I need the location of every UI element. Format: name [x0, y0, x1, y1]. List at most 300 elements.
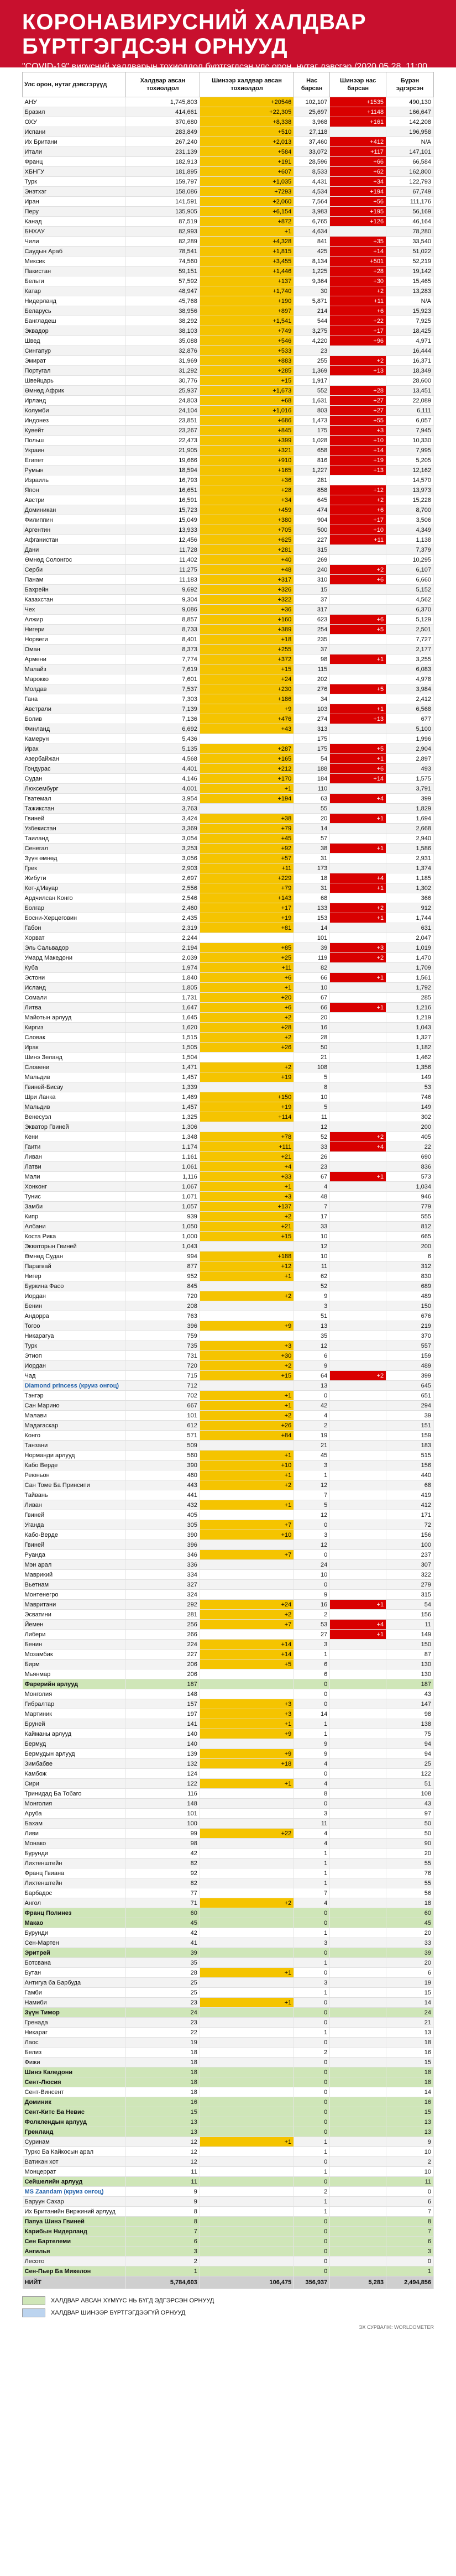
table-row: [23, 2048, 434, 2057]
country-name: Швед: [23, 336, 126, 346]
table-row: [23, 784, 434, 794]
cell-c: 132: [126, 1759, 200, 1769]
country-name: Пакистан: [23, 266, 126, 276]
cell-r: 18: [386, 1898, 434, 1908]
cell-nd: [330, 1411, 386, 1421]
cell-c: 23,851: [126, 416, 200, 426]
cell-d: 658: [294, 446, 330, 455]
cell-nd: +126: [330, 217, 386, 227]
cell-nd: [330, 1162, 386, 1172]
cell-r: 1,744: [386, 913, 434, 923]
cell-r: 1,138: [386, 535, 434, 545]
cell-nd: +11: [330, 535, 386, 545]
cell-r: 196,958: [386, 127, 434, 137]
country-name: Казахстан: [23, 595, 126, 605]
table-row: [23, 446, 434, 455]
cell-d: 57: [294, 834, 330, 844]
cell-r: 39: [386, 1948, 434, 1958]
cell-n: +18: [200, 635, 293, 645]
cell-c: 6,692: [126, 724, 200, 734]
country-name: Танзани: [23, 1441, 126, 1451]
cell-n: +25: [200, 953, 293, 963]
cell-n: +28: [200, 1023, 293, 1033]
cell-c: 9,304: [126, 595, 200, 605]
country-name: Монголия: [23, 1689, 126, 1699]
cell-n: +5: [200, 1659, 293, 1669]
cell-nd: [330, 545, 386, 555]
cell-d: 1: [294, 2197, 330, 2207]
table-row: [23, 1630, 434, 1640]
cell-n: [200, 1441, 293, 1451]
cell-nd: +22: [330, 316, 386, 326]
country-name: Гвиней: [23, 1510, 126, 1520]
cell-c: 1,745,803: [126, 97, 200, 107]
table-row: [23, 1729, 434, 1739]
col-header-recovered: Бүрэн эдгэрсэн: [386, 72, 434, 97]
table-row: [23, 1550, 434, 1560]
country-name: Бангладеш: [23, 316, 126, 326]
country-name: Их Британийн Виржиний арлууд: [23, 2207, 126, 2217]
cell-n: [200, 2217, 293, 2227]
cell-d: 82: [294, 963, 330, 973]
cell-d: 1: [294, 2028, 330, 2038]
country-name: Бруней: [23, 1719, 126, 1729]
cell-nd: [330, 1480, 386, 1490]
cell-n: [200, 1819, 293, 1829]
table-row: [23, 1033, 434, 1043]
cell-r: 677: [386, 714, 434, 724]
cell-d: 1: [294, 1849, 330, 1858]
country-name: Энэтхэг: [23, 187, 126, 197]
cell-n: +1: [200, 227, 293, 237]
cell-nd: +12: [330, 485, 386, 495]
cell-n: +28: [200, 485, 293, 495]
cell-r: 16: [386, 2097, 434, 2107]
cell-nd: [330, 983, 386, 993]
cell-nd: [330, 933, 386, 943]
cell-r: 5,129: [386, 615, 434, 625]
cell-r: 16,371: [386, 356, 434, 366]
cell-n: +20546: [200, 97, 293, 107]
cell-d: 1: [294, 2167, 330, 2177]
table-row: [23, 505, 434, 515]
country-name: Франц: [23, 157, 126, 167]
cell-c: 2,460: [126, 903, 200, 913]
cell-nd: +62: [330, 167, 386, 177]
cell-r: 2,668: [386, 824, 434, 834]
cell-d: 175: [294, 744, 330, 754]
country-name: Лесото: [23, 2256, 126, 2266]
cell-r: 676: [386, 1311, 434, 1321]
cell-d: 175: [294, 426, 330, 436]
cell-r: 138: [386, 1719, 434, 1729]
cell-c: 396: [126, 1321, 200, 1331]
country-name: Мавритани: [23, 1600, 126, 1610]
cell-d: 0: [294, 2008, 330, 2018]
cell-n: +872: [200, 217, 293, 227]
country-name: Намиби: [23, 1998, 126, 2008]
cell-r: 18,349: [386, 366, 434, 376]
cell-d: 0: [294, 2038, 330, 2048]
cell-c: 390: [126, 1530, 200, 1540]
cell-r: 7,995: [386, 446, 434, 455]
cell-n: +9: [200, 1321, 293, 1331]
cell-r: 405: [386, 1132, 434, 1142]
cell-c: 92: [126, 1868, 200, 1878]
cell-r: 43: [386, 1689, 434, 1699]
cell-c: 390: [126, 1460, 200, 1470]
cell-r: 68: [386, 1480, 434, 1490]
cell-nd: +2: [330, 953, 386, 963]
cell-nd: +1: [330, 973, 386, 983]
table-row: [23, 426, 434, 436]
table-row: [23, 1361, 434, 1371]
table-row: [23, 863, 434, 873]
cell-n: +165: [200, 465, 293, 475]
cell-n: +33: [200, 1172, 293, 1182]
cell-nd: +5: [330, 744, 386, 754]
country-name: Сент-Винсент: [23, 2087, 126, 2097]
cell-c: 6: [126, 2237, 200, 2247]
cell-nd: +35: [330, 237, 386, 247]
cell-nd: [330, 1809, 386, 1819]
cell-nd: [330, 1938, 386, 1948]
table-row: [23, 237, 434, 247]
cell-c: 1,325: [126, 1112, 200, 1122]
table-row: [23, 585, 434, 595]
cell-nd: +14: [330, 247, 386, 256]
cell-nd: +1: [330, 1600, 386, 1610]
table-row: [23, 844, 434, 854]
cell-nd: [330, 1908, 386, 1918]
table-row: [23, 1978, 434, 1988]
cell-nd: [330, 1560, 386, 1570]
cell-nd: [330, 2137, 386, 2147]
cell-n: +78: [200, 1132, 293, 1142]
cell-n: +81: [200, 923, 293, 933]
country-name: Малави: [23, 1411, 126, 1421]
table-row: [23, 1868, 434, 1878]
cell-nd: +2: [330, 286, 386, 296]
cell-c: 23: [126, 1998, 200, 2008]
cell-d: 816: [294, 455, 330, 465]
cell-n: [200, 2157, 293, 2167]
cell-n: [200, 1053, 293, 1062]
cell-nd: +6: [330, 575, 386, 585]
cell-c: 1,620: [126, 1023, 200, 1033]
cell-nd: [330, 2077, 386, 2087]
cell-nd: +30: [330, 276, 386, 286]
cell-d: 1,917: [294, 376, 330, 386]
country-name: Египет: [23, 455, 126, 465]
cell-nd: [330, 1829, 386, 1839]
table-row: [23, 1490, 434, 1500]
cell-r: 6,083: [386, 664, 434, 674]
country-name: Эмират: [23, 356, 126, 366]
country-name: Монцеррат: [23, 2167, 126, 2177]
cell-r: 6,111: [386, 406, 434, 416]
cell-n: [200, 2097, 293, 2107]
country-name: Умард Македони: [23, 953, 126, 963]
cell-c: 11,183: [126, 575, 200, 585]
table-row: [23, 1699, 434, 1709]
cell-c: 1,306: [126, 1122, 200, 1132]
cell-c: 1,515: [126, 1033, 200, 1043]
cell-r: 2,047: [386, 933, 434, 943]
country-name: Шинэ Каледони: [23, 2067, 126, 2077]
cell-d: 858: [294, 485, 330, 495]
cell-n: [200, 1988, 293, 1998]
table-row: [23, 2147, 434, 2157]
cell-nd: +2: [330, 495, 386, 505]
cell-n: +2: [200, 1411, 293, 1421]
cell-d: 13: [294, 1321, 330, 1331]
cell-c: 23,267: [126, 426, 200, 436]
cell-n: [200, 1839, 293, 1849]
cell-n: +45: [200, 834, 293, 844]
cell-r: 3,255: [386, 655, 434, 664]
cell-d: 0: [294, 1908, 330, 1918]
cell-d: 6: [294, 1351, 330, 1361]
cell-c: 15,723: [126, 505, 200, 515]
cell-r: 156: [386, 1610, 434, 1620]
cell-nd: +11: [330, 296, 386, 306]
cell-n: [200, 1590, 293, 1600]
cell-d: 51: [294, 1311, 330, 1321]
cell-nd: [330, 1530, 386, 1540]
table-row: [23, 1580, 434, 1590]
cell-r: 1,219: [386, 1013, 434, 1023]
table-row: [23, 2127, 434, 2137]
country-name: Тэнгэр: [23, 1391, 126, 1401]
cell-n: +3,455: [200, 256, 293, 266]
cell-r: 1,356: [386, 1062, 434, 1072]
cell-n: [200, 2177, 293, 2187]
table-row: [23, 1669, 434, 1679]
cell-r: 312: [386, 1261, 434, 1271]
cell-n: +2: [200, 1013, 293, 1023]
cell-n: +1: [200, 1451, 293, 1460]
country-name: Бразил: [23, 107, 126, 117]
title-line-1: КОРОНАВИРУСНИЙ ХАЛДВАР: [22, 10, 366, 34]
cell-r: 39: [386, 1411, 434, 1421]
cell-r: 20: [386, 1928, 434, 1938]
cell-c: 763: [126, 1311, 200, 1321]
country-name: Чад: [23, 1371, 126, 1381]
cell-d: 227: [294, 535, 330, 545]
cell-nd: +412: [330, 137, 386, 147]
country-name: Парагвай: [23, 1261, 126, 1271]
cell-r: 1,470: [386, 953, 434, 963]
table-row: [23, 475, 434, 485]
cell-c: 25: [126, 1988, 200, 1998]
country-name: Кайманы арлууд: [23, 1729, 126, 1739]
country-name: Монтенегро: [23, 1590, 126, 1600]
table-row: [23, 1480, 434, 1490]
cell-d: 18: [294, 873, 330, 883]
cell-n: [200, 1630, 293, 1640]
cell-d: 20: [294, 814, 330, 824]
cell-nd: [330, 1779, 386, 1789]
cell-nd: [330, 346, 386, 356]
country-name: Нигери: [23, 625, 126, 635]
cell-n: +3: [200, 1699, 293, 1709]
country-name: Гвиней: [23, 1540, 126, 1550]
cell-nd: [330, 1928, 386, 1938]
country-name: Сан Марино: [23, 1401, 126, 1411]
cell-r: 366: [386, 893, 434, 903]
cell-d: 39: [294, 943, 330, 953]
table-row: [23, 1988, 434, 1998]
table-row: [23, 1023, 434, 1033]
cell-c: 324: [126, 1590, 200, 1600]
cell-c: 8,857: [126, 615, 200, 625]
cell-nd: [330, 1082, 386, 1092]
cell-r: N/A: [386, 137, 434, 147]
cell-n: [200, 1242, 293, 1252]
table-row: [23, 515, 434, 525]
country-name: Монголия: [23, 1799, 126, 1809]
cell-r: 46,164: [386, 217, 434, 227]
cell-d: 26: [294, 1152, 330, 1162]
country-name: ХБНГУ: [23, 167, 126, 177]
country-name: Андорра: [23, 1311, 126, 1321]
cell-n: [200, 2147, 293, 2157]
table-row: [23, 1102, 434, 1112]
cell-n: +281: [200, 545, 293, 555]
cell-c: 141: [126, 1719, 200, 1729]
cell-n: [200, 2266, 293, 2276]
cell-nd: +1: [330, 754, 386, 764]
table-row: [23, 256, 434, 266]
country-name: Ливи: [23, 1829, 126, 1839]
country-name: Шинэ Зеланд: [23, 1053, 126, 1062]
cell-nd: [330, 1341, 386, 1351]
col-header-new-deaths: Шинээр нас барсан: [330, 72, 386, 97]
cell-n: +21: [200, 1222, 293, 1232]
country-name: Жибути: [23, 873, 126, 883]
cell-nd: [330, 1918, 386, 1928]
country-name: Сент-Китс Ба Невис: [23, 2107, 126, 2117]
cell-n: +229: [200, 873, 293, 883]
table-row: [23, 1560, 434, 1570]
country-name: Монако: [23, 1839, 126, 1849]
cell-d: 1: [294, 1858, 330, 1868]
cell-n: +24: [200, 1600, 293, 1610]
cell-n: +4: [200, 1162, 293, 1172]
cell-c: 16,591: [126, 495, 200, 505]
total-name: НИЙТ: [23, 2276, 126, 2289]
cell-d: 255: [294, 356, 330, 366]
cell-n: +48: [200, 565, 293, 575]
table-row: [23, 117, 434, 127]
cell-c: 5,135: [126, 744, 200, 754]
table-row: [23, 1799, 434, 1809]
cell-c: 140: [126, 1729, 200, 1739]
cell-r: 370: [386, 1331, 434, 1341]
cell-d: 66: [294, 973, 330, 983]
cell-nd: +194: [330, 187, 386, 197]
cell-n: +30: [200, 1351, 293, 1361]
cell-d: 0: [294, 1769, 330, 1779]
cell-c: 87,519: [126, 217, 200, 227]
table-row: [23, 2157, 434, 2167]
col-header-new-cases: Шинээр халдвар авсан тохиолдол: [200, 72, 293, 97]
cell-c: 267,240: [126, 137, 200, 147]
cell-c: 18: [126, 2048, 200, 2057]
cell-c: 939: [126, 1212, 200, 1222]
country-name: Оман: [23, 645, 126, 655]
cell-n: +15: [200, 1232, 293, 1242]
cell-nd: [330, 724, 386, 734]
table-row: [23, 157, 434, 167]
cell-r: 6,568: [386, 704, 434, 714]
cell-d: 28: [294, 1033, 330, 1043]
country-name: Шри Ланка: [23, 1092, 126, 1102]
table-row: [23, 655, 434, 664]
country-name: Бурунди: [23, 1928, 126, 1938]
cell-nd: +14: [330, 446, 386, 455]
table-row: [23, 1918, 434, 1928]
cell-r: 16: [386, 2048, 434, 2057]
cell-d: 1: [294, 1958, 330, 1968]
cell-nd: +161: [330, 117, 386, 127]
cell-n: +79: [200, 824, 293, 834]
country-name: Сомали: [23, 993, 126, 1003]
country-name: Ватикан хот: [23, 2157, 126, 2167]
cell-nd: [330, 963, 386, 973]
cell-n: [200, 1888, 293, 1898]
cell-nd: [330, 1868, 386, 1878]
cell-nd: +2: [330, 1132, 386, 1142]
table-row: [23, 1659, 434, 1669]
country-name: Экватор Гвиней: [23, 1122, 126, 1132]
country-name: Этиоп: [23, 1351, 126, 1361]
cell-r: 1,216: [386, 1003, 434, 1013]
country-name: MS Zaandam (круиз онгоц): [23, 2187, 126, 2197]
table-row: [23, 903, 434, 913]
country-name: Турк: [23, 1341, 126, 1351]
cell-d: 7: [294, 1490, 330, 1500]
cell-d: 30: [294, 286, 330, 296]
country-name: БНХАУ: [23, 227, 126, 237]
cell-r: 11: [386, 2177, 434, 2187]
country-name: Марокко: [23, 674, 126, 684]
table-row: [23, 1152, 434, 1162]
country-name: Иордан: [23, 1361, 126, 1371]
table-row: [23, 1590, 434, 1600]
cell-d: 0: [294, 2227, 330, 2237]
cell-c: 327: [126, 1580, 200, 1590]
country-name: Словак: [23, 1033, 126, 1043]
table-row: [23, 1043, 434, 1053]
table-row: [23, 1829, 434, 1839]
table-row: [23, 326, 434, 336]
cell-r: 6: [386, 1252, 434, 1261]
country-name: Эквадор: [23, 326, 126, 336]
cell-d: 34: [294, 694, 330, 704]
cell-c: 7,303: [126, 694, 200, 704]
cell-n: +17: [200, 903, 293, 913]
cell-nd: +1: [330, 883, 386, 893]
country-name: Албани: [23, 1222, 126, 1232]
cell-r: 166,647: [386, 107, 434, 117]
cell-n: +150: [200, 1092, 293, 1102]
total-n: 106,475: [200, 2276, 293, 2289]
cell-n: +2: [200, 1291, 293, 1301]
cell-d: 4: [294, 1829, 330, 1839]
table-row: [23, 356, 434, 366]
